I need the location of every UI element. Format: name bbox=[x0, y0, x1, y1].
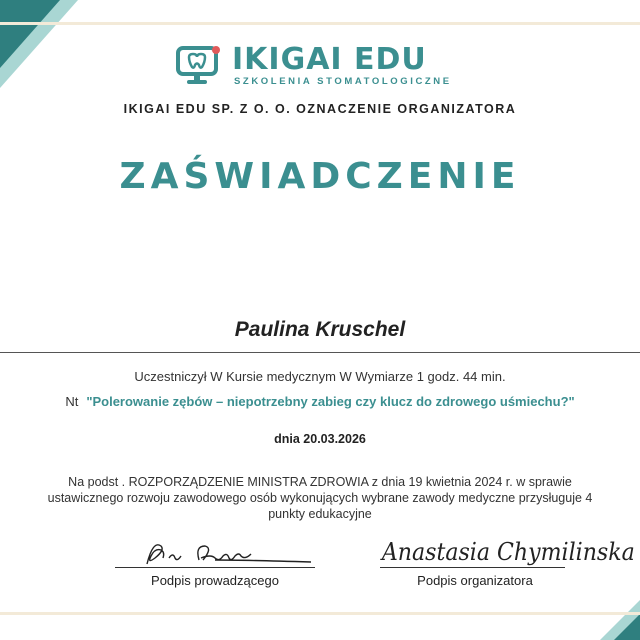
top-left-corner-decoration bbox=[0, 0, 80, 90]
ikigai-logo bbox=[176, 42, 466, 90]
logo-title: IKIGAI EDU bbox=[232, 42, 427, 77]
bottom-right-corner-decoration bbox=[600, 600, 640, 640]
organizer-signature-script: Anastasia Chymilinska bbox=[381, 539, 635, 567]
participation-statement: Uczestniczył W Kursie medycznym W Wymiarze 1 godz. 44 min. bbox=[134, 369, 506, 384]
instructor-signature-label: Podpis prowadzącego bbox=[151, 573, 279, 588]
participant-name: Paulina Kruschel bbox=[234, 318, 406, 341]
organizer-signature-line bbox=[380, 567, 565, 568]
organizer-designation: IKIGAI EDU SP. Z O. O. OZNACZENIE ORGANIZATORA bbox=[123, 102, 517, 116]
course-prefix: Nt bbox=[65, 394, 79, 409]
instructor-signature bbox=[115, 538, 315, 568]
course-topic: "Polerowanie zębów – niepotrzebny zabieg czy klucz do zdrowego uśmiechu?" bbox=[86, 394, 575, 409]
legal-basis-text: Na podst . ROZPORZĄDZENIE MINISTRA ZDROWIA z dnia 19 kwietnia 2024 r. w sprawie ustawicznego rozwoju zawodowego osób wykonujących wybrane zawody medyczne przysługuje 4 punkty edukacyjne bbox=[47, 475, 593, 521]
issue-date: dnia 20.03.2026 bbox=[274, 432, 366, 446]
organizer-signature bbox=[380, 528, 635, 570]
organizer-signature-label: Podpis organizatora bbox=[417, 573, 533, 588]
logo-subtitle: SZKOLENIA STOMATOLOGICZNE bbox=[234, 76, 452, 87]
instructor-signature-line bbox=[115, 567, 315, 568]
monitor-tooth-icon bbox=[176, 44, 222, 86]
certificate-title: ZAŚWIADCZENIE bbox=[119, 156, 521, 197]
course-topic-line bbox=[0, 394, 640, 409]
name-underline bbox=[0, 352, 640, 353]
top-frame-line bbox=[0, 22, 640, 25]
bottom-frame-line bbox=[0, 612, 640, 615]
